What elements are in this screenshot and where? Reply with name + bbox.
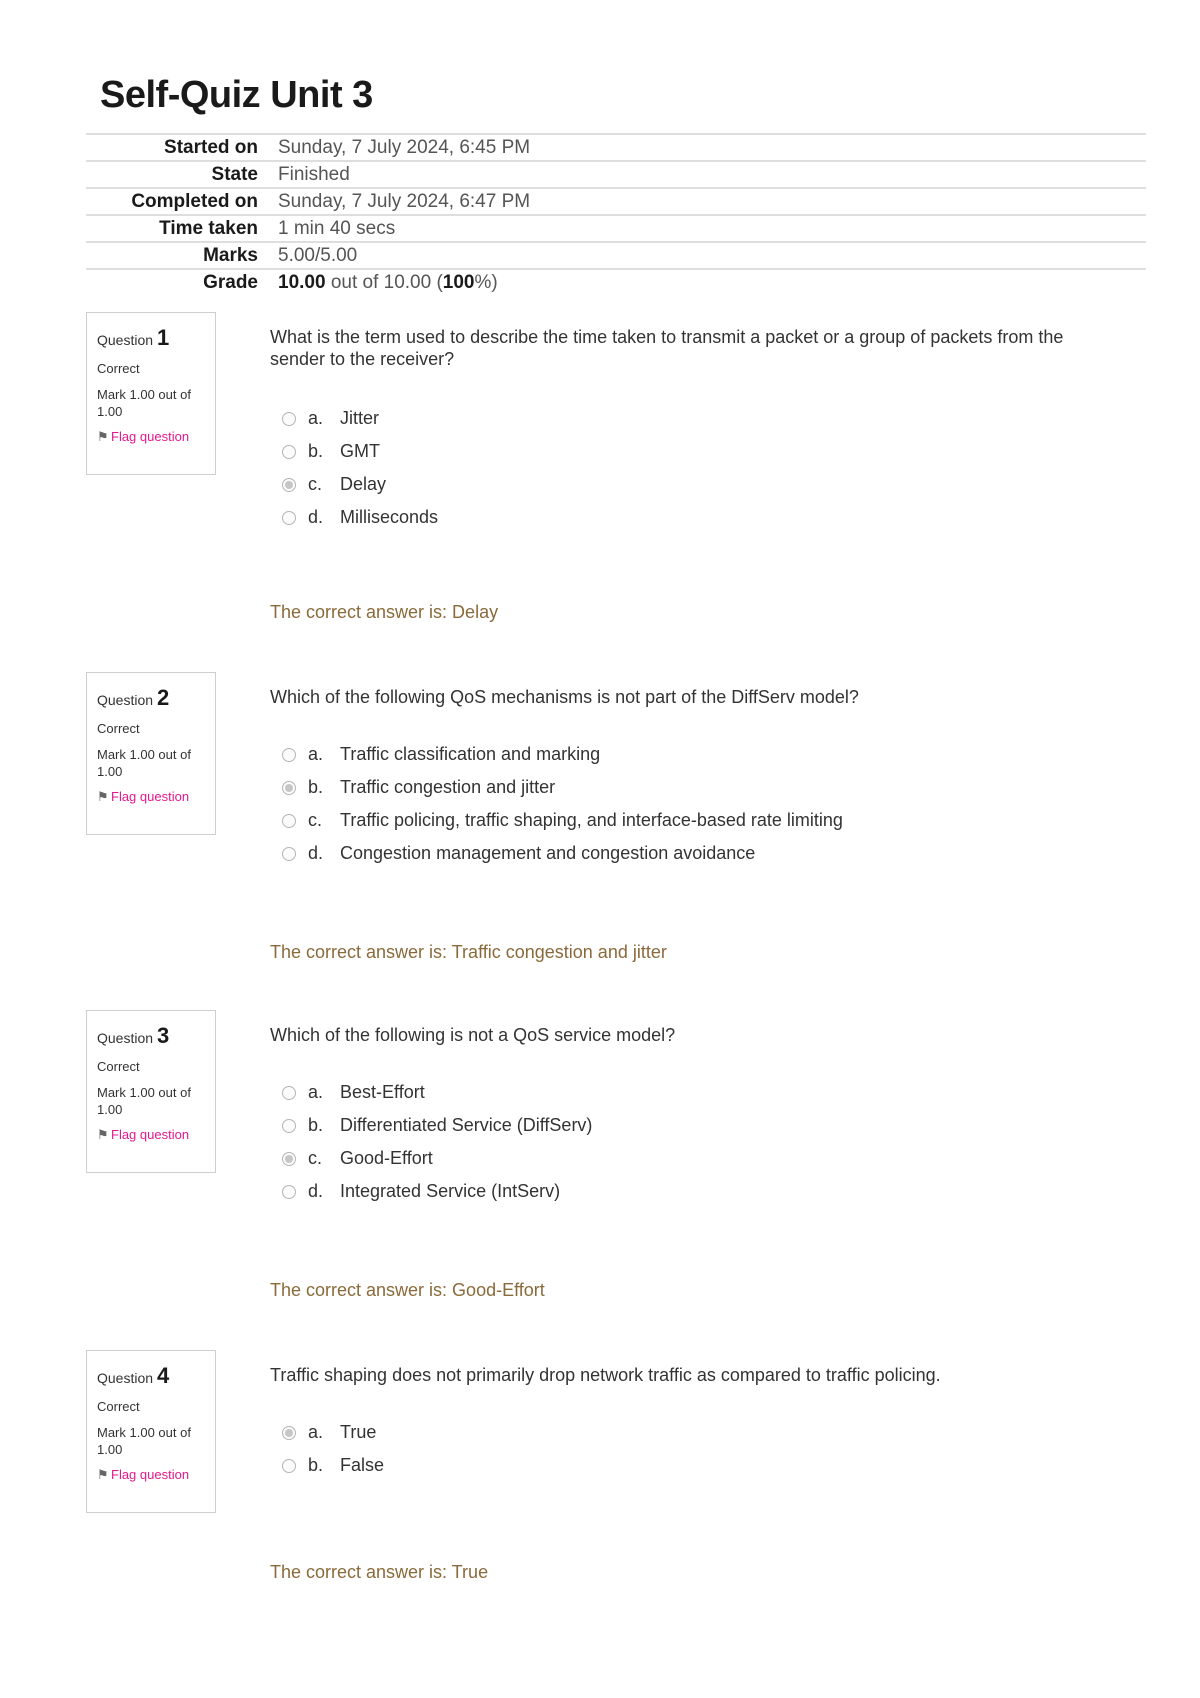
answer-option[interactable] — [270, 1416, 1090, 1449]
answer-text: Traffic policing, traffic shaping, and interface-based rate limiting — [340, 810, 843, 830]
answer-letter: d. — [308, 507, 324, 527]
question-number-value: 2 — [156, 685, 170, 710]
answer-letter: d. — [308, 1181, 324, 1201]
answer-option[interactable] — [270, 771, 1090, 804]
summary-row-time-taken — [86, 214, 1146, 241]
summary-label: Completed on — [131, 190, 258, 212]
answer-letter: a. — [308, 1082, 324, 1102]
question-mark: Mark 1.00 out of 1.00 — [97, 387, 191, 419]
answer-text: Delay — [340, 474, 387, 494]
summary-value: 5.00/5.00 — [278, 244, 358, 266]
answer-text: GMT — [340, 441, 380, 461]
radio-button[interactable] — [282, 781, 296, 795]
summary-label: Time taken — [159, 217, 258, 239]
summary-value: 1 min 40 secs — [278, 217, 396, 239]
answer-letter: a. — [308, 1422, 324, 1442]
grade-end: %) — [474, 271, 498, 293]
question-label: Question — [97, 1030, 154, 1046]
flag-icon: ⚑ — [97, 429, 109, 444]
summary-label: Started on — [164, 136, 258, 158]
question-content — [270, 1364, 1090, 1582]
answer-text: Traffic classification and marking — [340, 744, 601, 764]
flag-question-link[interactable] — [97, 1466, 205, 1483]
answer-letter: c. — [308, 810, 323, 830]
answer-text: Jitter — [340, 408, 380, 428]
answer-option[interactable] — [270, 1076, 1090, 1109]
question-text: Which of the following is not a QoS service model? — [270, 1025, 676, 1045]
radio-button[interactable] — [282, 1152, 296, 1166]
grade-mid: out of 10.00 ( — [325, 271, 443, 293]
answer-text: Good-Effort — [340, 1148, 433, 1168]
question-info-box — [86, 1350, 216, 1513]
question-number-value: 4 — [156, 1363, 170, 1388]
question-content — [270, 1024, 1090, 1300]
answer-text: Traffic congestion and jitter — [340, 777, 556, 797]
answer-text: Milliseconds — [340, 507, 439, 527]
answer-text: False — [340, 1455, 385, 1475]
answer-option[interactable] — [270, 1175, 1090, 1208]
flag-icon: ⚑ — [97, 789, 109, 804]
answer-option[interactable] — [270, 402, 1090, 435]
question-mark: Mark 1.00 out of 1.00 — [97, 1425, 191, 1457]
answer-letter: a. — [308, 744, 324, 764]
attempt-summary-table — [86, 133, 1146, 295]
question-mark: Mark 1.00 out of 1.00 — [97, 747, 191, 779]
answer-letter: b. — [308, 1115, 324, 1135]
question-state: Correct — [97, 1059, 140, 1074]
flag-icon: ⚑ — [97, 1127, 109, 1142]
radio-button[interactable] — [282, 1119, 296, 1133]
summary-label: State — [211, 163, 258, 185]
question-label: Question — [97, 332, 154, 348]
correct-answer-feedback: The correct answer is: True — [270, 1562, 489, 1582]
question-number — [97, 1363, 205, 1389]
answer-text: Integrated Service (IntServ) — [340, 1181, 561, 1201]
summary-value: Sunday, 7 July 2024, 6:47 PM — [278, 190, 531, 212]
answer-list — [270, 402, 1090, 534]
answer-option[interactable] — [270, 1109, 1090, 1142]
correct-answer-feedback: The correct answer is: Traffic congestion and jitter — [270, 942, 667, 962]
question-info-box — [86, 672, 216, 835]
question-content — [270, 686, 1090, 962]
answer-letter: b. — [308, 1455, 324, 1475]
summary-label: Marks — [203, 244, 258, 266]
radio-button[interactable] — [282, 1459, 296, 1473]
answer-option[interactable] — [270, 435, 1090, 468]
flag-question-link[interactable] — [97, 428, 205, 445]
flag-question-link[interactable] — [97, 788, 205, 805]
question-number-value: 1 — [156, 325, 170, 350]
question-content — [270, 326, 1090, 622]
question-number-value: 3 — [156, 1023, 170, 1048]
radio-button[interactable] — [282, 1086, 296, 1100]
question-text: Traffic shaping does not primarily drop network traffic as compared to traffic policing. — [270, 1365, 941, 1385]
question-text: What is the term used to describe the time taken to transmit a packet or a group of packets from the sender to the receiver? — [270, 327, 1064, 369]
answer-letter: c. — [308, 474, 323, 494]
answer-option[interactable] — [270, 1142, 1090, 1175]
radio-button[interactable] — [282, 1185, 296, 1199]
summary-row-marks — [86, 241, 1146, 268]
summary-value: Finished — [278, 163, 350, 185]
answer-option[interactable] — [270, 837, 1090, 870]
radio-button[interactable] — [282, 847, 296, 861]
question-state: Correct — [97, 721, 140, 736]
answer-list — [270, 738, 1090, 870]
summary-row-grade — [86, 268, 1146, 295]
question-info-box — [86, 1010, 216, 1173]
radio-button[interactable] — [282, 1426, 296, 1440]
question-mark: Mark 1.00 out of 1.00 — [97, 1085, 191, 1117]
answer-text: Congestion management and congestion avoidance — [340, 843, 756, 863]
answer-list — [270, 1076, 1090, 1208]
answer-option[interactable] — [270, 501, 1090, 534]
radio-button[interactable] — [282, 814, 296, 828]
question-number — [97, 685, 205, 711]
grade-score: 10.00 — [278, 271, 326, 293]
answer-letter: d. — [308, 843, 324, 863]
answer-letter: c. — [308, 1148, 323, 1168]
answer-option[interactable] — [270, 738, 1090, 771]
question-number — [97, 1023, 205, 1049]
flag-label: Flag question — [111, 1467, 190, 1482]
grade-percent: 100 — [442, 271, 475, 293]
summary-row-completed-on — [86, 187, 1146, 214]
question-label: Question — [97, 692, 154, 708]
answer-option[interactable] — [270, 1449, 1090, 1482]
summary-value — [278, 272, 498, 294]
question-state: Correct — [97, 1399, 140, 1414]
correct-answer-feedback: The correct answer is: Good-Effort — [270, 1280, 545, 1300]
flag-label: Flag question — [111, 1127, 190, 1142]
flag-label: Flag question — [111, 789, 190, 804]
summary-row-state — [86, 160, 1146, 187]
answer-text: True — [340, 1422, 377, 1442]
answer-letter: b. — [308, 777, 324, 797]
question-text: Which of the following QoS mechanisms is not part of the DiffServ model? — [270, 687, 859, 707]
flag-label: Flag question — [111, 429, 190, 444]
answer-option[interactable] — [270, 468, 1090, 501]
answer-letter: b. — [308, 441, 324, 461]
answer-text: Differentiated Service (DiffServ) — [340, 1115, 593, 1135]
answer-list — [270, 1416, 1090, 1482]
correct-answer-feedback: The correct answer is: Delay — [270, 602, 499, 622]
flag-question-link[interactable] — [97, 1126, 205, 1143]
answer-letter: a. — [308, 408, 324, 428]
radio-button[interactable] — [282, 478, 296, 492]
radio-button[interactable] — [282, 511, 296, 525]
summary-row-started-on — [86, 133, 1146, 160]
question-label: Question — [97, 1370, 154, 1386]
question-info-box — [86, 312, 216, 475]
summary-label: Grade — [203, 271, 258, 293]
flag-icon: ⚑ — [97, 1467, 109, 1482]
answer-text: Best-Effort — [340, 1082, 425, 1102]
question-state: Correct — [97, 361, 140, 376]
summary-value: Sunday, 7 July 2024, 6:45 PM — [278, 136, 531, 158]
answer-option[interactable] — [270, 804, 1090, 837]
radio-button[interactable] — [282, 412, 296, 426]
radio-button[interactable] — [282, 445, 296, 459]
question-number — [97, 325, 205, 351]
page-title: Self-Quiz Unit 3 — [100, 74, 373, 116]
radio-button[interactable] — [282, 748, 296, 762]
